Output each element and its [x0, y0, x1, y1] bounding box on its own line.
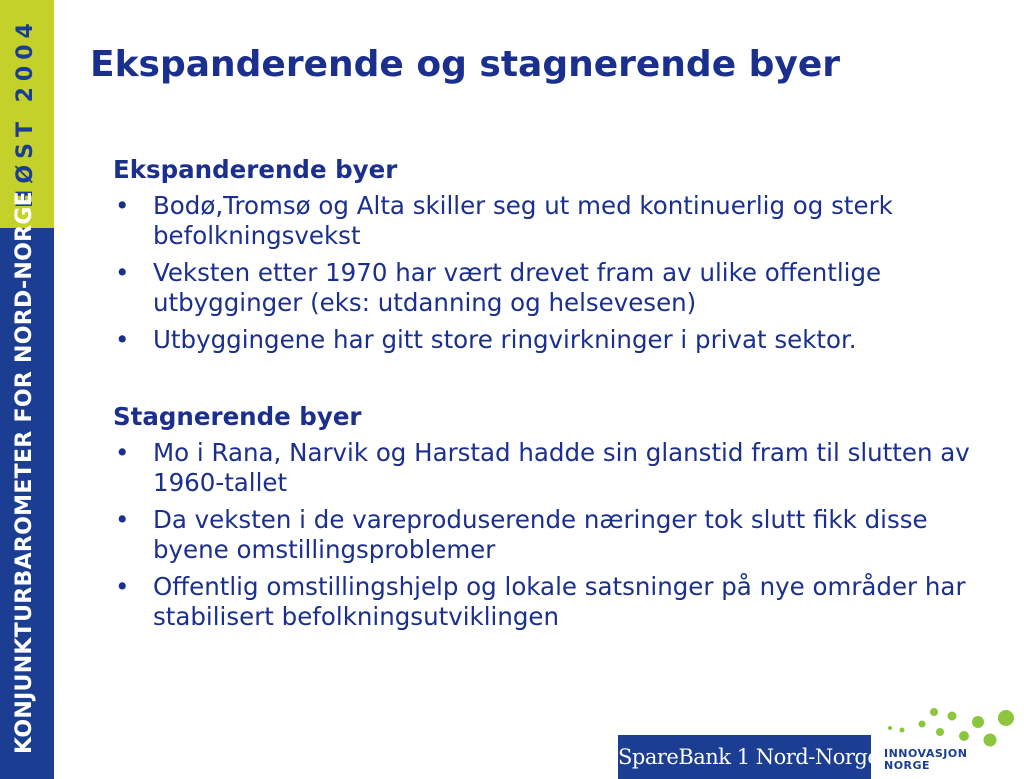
list-item-text: Veksten etter 1970 har vært drevet fram av ulike offentlige utbygginger (eks: utdanning og helsevesen): [153, 258, 882, 317]
bullet-list: [113, 191, 1003, 355]
bullet-icon: •: [115, 572, 130, 601]
bullet-icon: •: [115, 505, 130, 534]
list-item: [113, 258, 1003, 318]
bullet-list: [113, 438, 1003, 632]
bullet-icon: •: [115, 258, 130, 287]
innovasjon-dots-icon: [880, 700, 1020, 750]
bullet-icon: •: [115, 438, 130, 467]
section-spacer: [113, 362, 1003, 402]
list-item: [113, 505, 1003, 565]
list-item: [113, 572, 1003, 632]
slide-content: [113, 155, 1003, 639]
logo-dot: [919, 721, 926, 728]
list-item-text: Bodø,Tromsø og Alta skiller seg ut med kontinuerlig og sterk befolkningsvekst: [153, 191, 893, 250]
bullet-icon: •: [115, 191, 130, 220]
logo-dot: [959, 731, 969, 741]
section-heading: Stagnerende byer: [113, 402, 362, 431]
section-heading: Ekspanderende byer: [113, 155, 398, 184]
innovasjon-logo-line2: NORGE: [884, 759, 931, 772]
section-expanding: [113, 155, 1003, 355]
list-item: [113, 191, 1003, 251]
logo-dot: [984, 734, 997, 747]
logo-dot: [972, 716, 984, 728]
logo-dot: [936, 728, 944, 736]
logo-dot: [948, 712, 957, 721]
logo-dot: [888, 726, 892, 730]
sidebar-report-label: KONJUNKTURBAROMETER FOR NORD-NORGE: [12, 190, 37, 754]
logo-dot: [998, 710, 1014, 726]
sparebank-logo: SpareBank 1 Nord-Norge: [618, 735, 871, 779]
section-stagnating: [113, 402, 1003, 632]
sidebar-season-label: HØST 2004: [13, 17, 38, 208]
list-item-text: Offentlig omstillingshjelp og lokale satsninger på nye områder har stabilisert befolkningsutviklingen: [153, 572, 966, 631]
list-item-text: Mo i Rana, Narvik og Harstad hadde sin glanstid fram til slutten av 1960-tallet: [153, 438, 970, 497]
list-item: [113, 325, 1003, 355]
page-title: Ekspanderende og stagnerende byer: [90, 44, 841, 85]
sidebar-band: [0, 0, 54, 779]
logo-dot: [900, 728, 905, 733]
innovasjon-logo: [884, 748, 967, 772]
logo-dot: [930, 708, 938, 716]
list-item: [113, 438, 1003, 498]
bullet-icon: •: [115, 325, 130, 354]
list-item-text: Utbyggingene har gitt store ringvirkninger i privat sektor.: [153, 325, 857, 354]
list-item-text: Da veksten i de vareproduserende næringer tok slutt fikk disse byene omstillingsproblemer: [153, 505, 928, 564]
innovasjon-logo-line1: INNOVASJON: [884, 747, 968, 760]
